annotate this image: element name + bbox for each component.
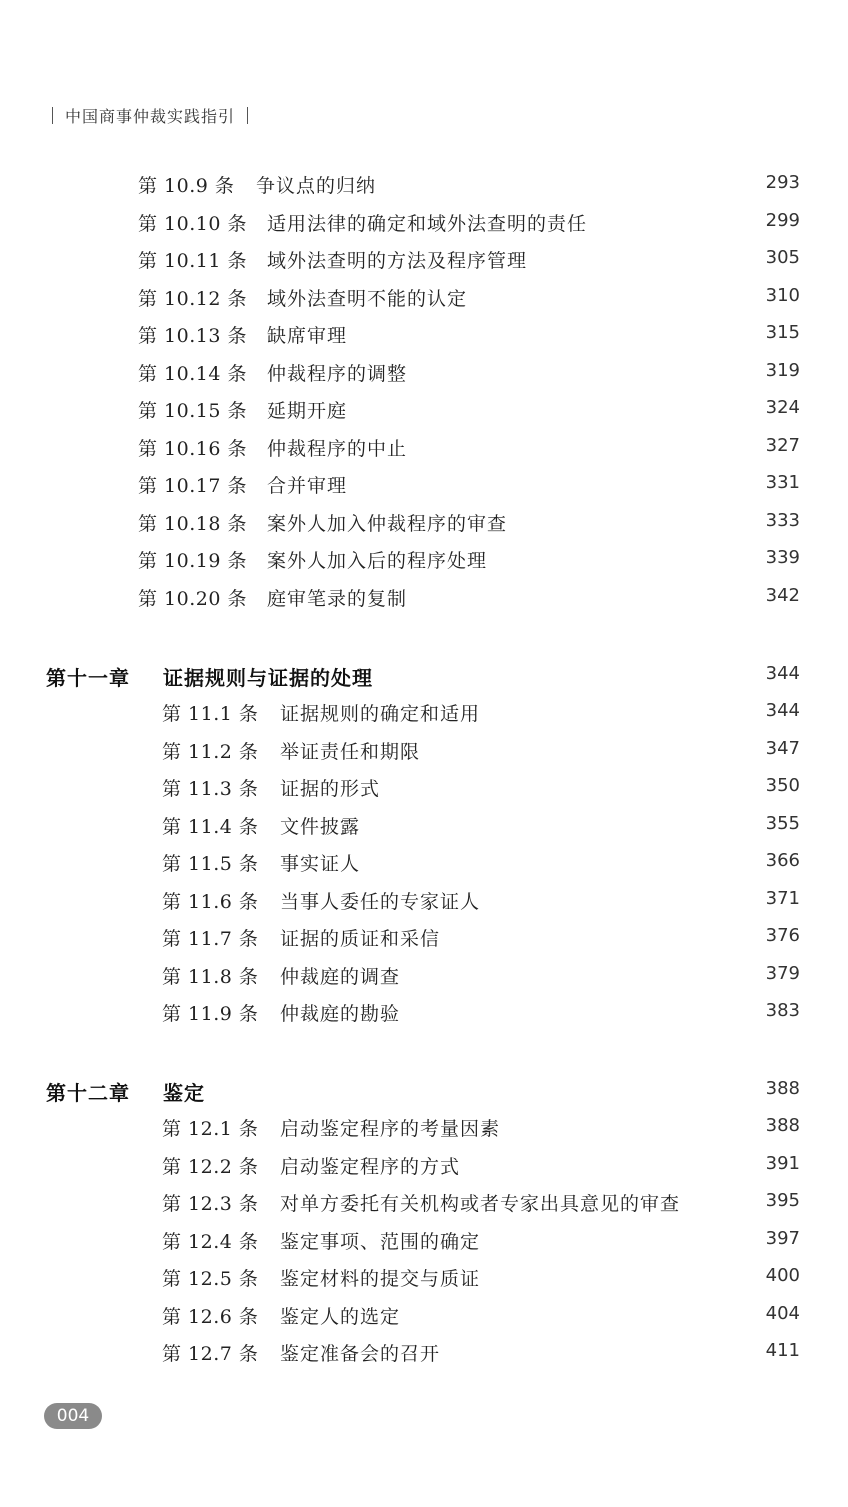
toc-entry-row[interactable]: [0, 774, 848, 806]
article-number: 第 12.5 条: [162, 1268, 259, 1290]
page-ref: 404: [765, 1303, 800, 1324]
article-number: 第 11.1 条: [162, 703, 259, 725]
page-ref: 376: [765, 925, 800, 946]
toc-chapter-row[interactable]: [0, 1077, 848, 1109]
article-number: 第 12.4 条: [162, 1231, 259, 1253]
article-number: 第 10.20 条: [138, 588, 247, 610]
toc-entry-row[interactable]: [0, 849, 848, 881]
page-ref: 371: [765, 888, 800, 909]
article-number: 第 11.3 条: [162, 778, 259, 800]
toc-entry-row[interactable]: [0, 471, 848, 503]
article-number: 第 11.4 条: [162, 816, 259, 838]
article-title: 启动鉴定程序的考量因素: [280, 1118, 501, 1140]
chapter-number: 第十二章: [46, 1081, 130, 1105]
article-title: 域外法查明的方法及程序管理: [267, 250, 528, 272]
toc-entry-row[interactable]: [0, 737, 848, 769]
page-ref: 327: [765, 435, 800, 456]
toc-entry-row[interactable]: [0, 321, 848, 353]
article-title: 鉴定事项、范围的确定: [280, 1231, 481, 1253]
article-title: 证据规则的确定和适用: [280, 703, 481, 725]
toc-entry-row[interactable]: [0, 1114, 848, 1146]
page-ref: 305: [765, 247, 800, 268]
toc-entry-row[interactable]: [0, 924, 848, 956]
toc-entry-row[interactable]: [0, 509, 848, 541]
article-number: 第 10.13 条: [138, 325, 247, 347]
article-title: 事实证人: [280, 853, 361, 875]
toc-entry-row[interactable]: [0, 699, 848, 731]
article-title: 仲裁程序的中止: [267, 438, 408, 460]
article-number: 第 12.2 条: [162, 1156, 259, 1178]
page-ref: 391: [765, 1153, 800, 1174]
toc-entry-row[interactable]: [0, 171, 848, 203]
toc-entry-row[interactable]: [0, 209, 848, 241]
article-title: 缺席审理: [267, 325, 348, 347]
toc-entry-row[interactable]: [0, 284, 848, 316]
page-ref: 383: [765, 1000, 800, 1021]
article-title: 适用法律的确定和域外法查明的责任: [267, 213, 588, 235]
article-title: 合并审理: [267, 475, 348, 497]
header-right-bar: [247, 107, 248, 124]
article-number: 第 11.7 条: [162, 928, 259, 950]
toc-entry-row[interactable]: [0, 359, 848, 391]
article-number: 第 10.19 条: [138, 550, 247, 572]
toc-entry-row[interactable]: [0, 546, 848, 578]
toc-entry-row[interactable]: [0, 887, 848, 919]
chapter-number: 第十一章: [46, 666, 130, 690]
article-number: 第 11.9 条: [162, 1003, 259, 1025]
toc-entry-row[interactable]: [0, 1189, 848, 1221]
article-number: 第 10.15 条: [138, 400, 247, 422]
article-number: 第 10.12 条: [138, 288, 247, 310]
article-title: 当事人委任的专家证人: [280, 891, 481, 913]
article-number: 第 10.16 条: [138, 438, 247, 460]
page-ref: 350: [765, 775, 800, 796]
page-ref: 411: [765, 1340, 800, 1361]
page-number-badge: 004: [44, 1403, 102, 1429]
page-ref: 388: [765, 1115, 800, 1136]
page-ref: 339: [765, 547, 800, 568]
article-title: 案外人加入后的程序处理: [267, 550, 488, 572]
page-ref: 342: [765, 585, 800, 606]
running-header: [52, 104, 248, 127]
page-ref: 344: [765, 663, 800, 684]
article-title: 仲裁程序的调整: [267, 363, 408, 385]
toc-entry-row[interactable]: [0, 999, 848, 1031]
article-title: 争议点的归纳: [256, 175, 377, 197]
article-number: 第 10.14 条: [138, 363, 247, 385]
article-number: 第 10.10 条: [138, 213, 247, 235]
toc-entry-row[interactable]: [0, 1264, 848, 1296]
page-ref: 366: [765, 850, 800, 871]
toc-entry-row[interactable]: [0, 584, 848, 616]
article-number: 第 11.6 条: [162, 891, 259, 913]
article-title: 鉴定准备会的召开: [280, 1343, 441, 1365]
article-title: 文件披露: [280, 816, 361, 838]
article-number: 第 11.2 条: [162, 741, 259, 763]
toc-entry-row[interactable]: [0, 1339, 848, 1371]
page-ref: 331: [765, 472, 800, 493]
chapter-title: 证据规则与证据的处理: [163, 666, 373, 690]
article-title: 证据的形式: [280, 778, 381, 800]
toc-entry-row[interactable]: [0, 1302, 848, 1334]
toc-entry-row[interactable]: [0, 1227, 848, 1259]
page-ref: 319: [765, 360, 800, 381]
page-ref: 310: [765, 285, 800, 306]
page-ref: 324: [765, 397, 800, 418]
article-number: 第 12.1 条: [162, 1118, 259, 1140]
article-number: 第 12.3 条: [162, 1193, 259, 1215]
toc-entry-row[interactable]: [0, 246, 848, 278]
toc-entry-row[interactable]: [0, 1152, 848, 1184]
article-title: 对单方委托有关机构或者专家出具意见的审查: [280, 1193, 681, 1215]
article-number: 第 10.17 条: [138, 475, 247, 497]
page-ref: 347: [765, 738, 800, 759]
chapter-title: 鉴定: [163, 1081, 205, 1105]
article-number: 第 11.5 条: [162, 853, 259, 875]
article-title: 鉴定人的选定: [280, 1306, 401, 1328]
article-title: 启动鉴定程序的方式: [280, 1156, 461, 1178]
header-title: 中国商事仲裁实践指引: [65, 107, 236, 126]
article-title: 仲裁庭的勘验: [280, 1003, 401, 1025]
article-title: 庭审笔录的复制: [267, 588, 408, 610]
article-title: 延期开庭: [267, 400, 348, 422]
page-ref: 344: [765, 700, 800, 721]
article-title: 证据的质证和采信: [280, 928, 441, 950]
article-title: 举证责任和期限: [280, 741, 421, 763]
page-ref: 315: [765, 322, 800, 343]
article-number: 第 12.7 条: [162, 1343, 259, 1365]
header-left-bar: [52, 107, 53, 124]
page-ref: 395: [765, 1190, 800, 1211]
page-ref: 400: [765, 1265, 800, 1286]
toc-entry-row[interactable]: [0, 812, 848, 844]
article-number: 第 10.18 条: [138, 513, 247, 535]
page-ref: 355: [765, 813, 800, 834]
page-ref: 379: [765, 963, 800, 984]
article-title: 鉴定材料的提交与质证: [280, 1268, 481, 1290]
article-title: 域外法查明不能的认定: [267, 288, 468, 310]
toc-entry-row[interactable]: [0, 396, 848, 428]
toc-entry-row[interactable]: [0, 962, 848, 994]
article-title: 案外人加入仲裁程序的审查: [267, 513, 508, 535]
article-number: 第 10.11 条: [138, 250, 247, 272]
article-number: 第 10.9 条: [138, 175, 235, 197]
page-ref: 299: [765, 210, 800, 231]
page-ref: 397: [765, 1228, 800, 1249]
article-title: 仲裁庭的调查: [280, 966, 401, 988]
toc-chapter-row[interactable]: [0, 662, 848, 694]
article-number: 第 12.6 条: [162, 1306, 259, 1328]
toc-entry-row[interactable]: [0, 434, 848, 466]
article-number: 第 11.8 条: [162, 966, 259, 988]
page-ref: 388: [765, 1078, 800, 1099]
page-ref: 293: [765, 172, 800, 193]
page-ref: 333: [765, 510, 800, 531]
